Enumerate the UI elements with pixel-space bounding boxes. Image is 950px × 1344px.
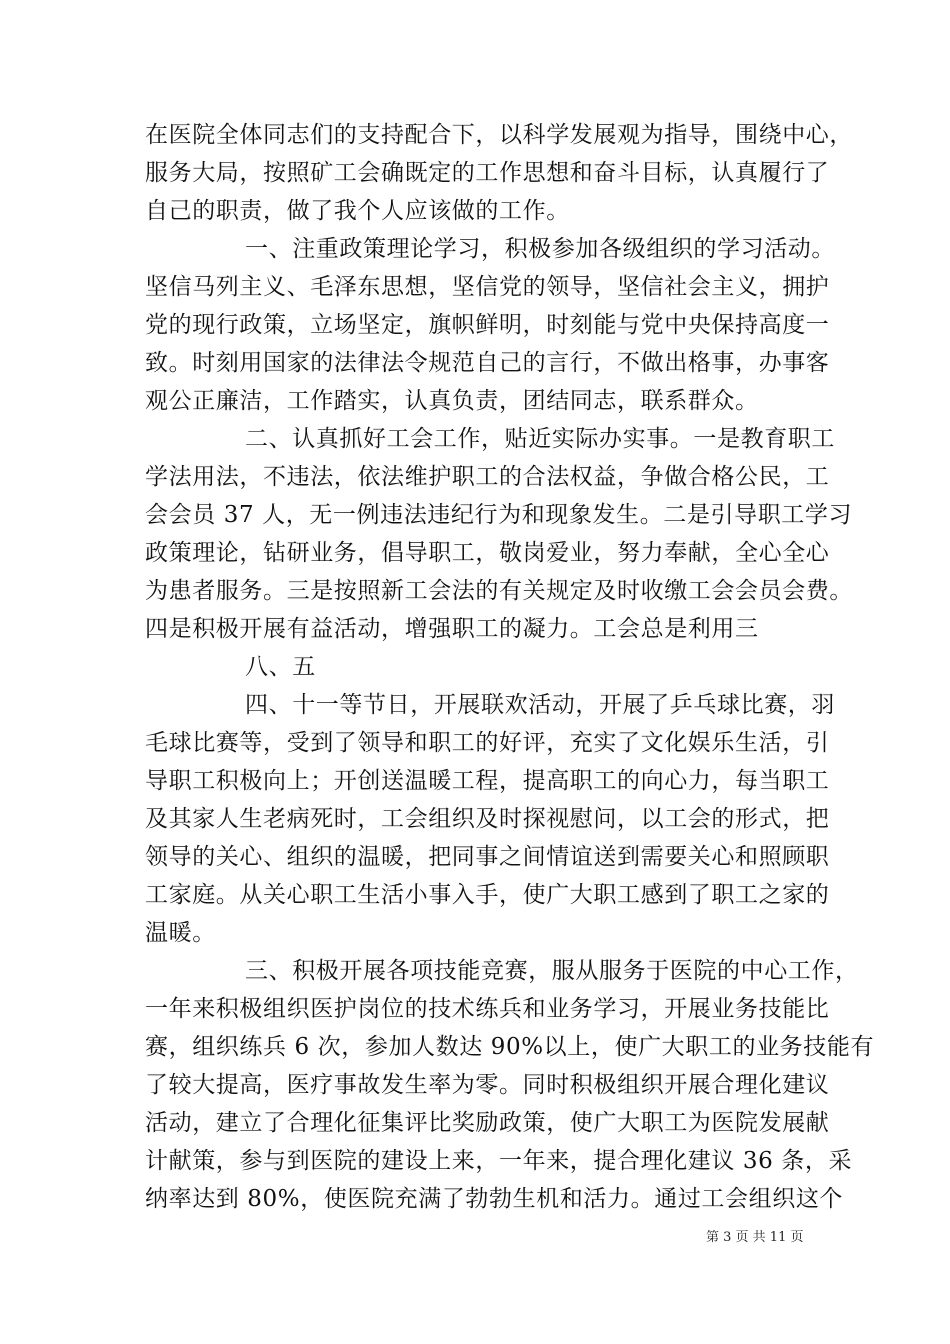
text-line: 了较大提高，医疗事故发生率为零。同时积极组织开展合理化建议 — [145, 1072, 830, 1098]
text-line: 赛，组织练兵 6 次，参加人数达 90%以上，使广大职工的业务技能有 — [145, 1034, 875, 1060]
text-line: 四、十一等节日，开展联欢活动，开展了乒乓球比赛，羽 — [245, 692, 835, 718]
text-line: 在医院全体同志们的支持配合下，以科学发展观为指导，围绕中心， — [145, 122, 853, 148]
text-line: 政策理论，钻研业务，倡导职工，敬岗爱业，努力奉献，全心全心 — [145, 540, 830, 566]
text-line: 四是积极开展有益活动，增强职工的凝力。工会总是利用三 — [145, 616, 759, 642]
text-line: 二、认真抓好工会工作，贴近实际办实事。一是教育职工 — [245, 426, 835, 452]
text-line: 观公正廉洁，工作踏实，认真负责，团结同志，联系群众。 — [145, 388, 759, 414]
text-line: 工家庭。从关心职工生活小事入手，使广大职工感到了职工之家的 — [145, 882, 830, 908]
text-line: 党的现行政策，立场坚定，旗帜鲜明，时刻能与党中央保持高度一 — [145, 312, 830, 338]
text-line: 领导的关心、组织的温暖，把同事之间情谊送到需要关心和照顾职 — [145, 844, 830, 870]
text-line: 计献策，参与到医院的建设上来，一年来，提合理化建议 36 条，采 — [145, 1148, 853, 1174]
text-line: 及其家人生老病死时，工会组织及时探视慰问，以工会的形式，把 — [145, 806, 830, 832]
text-line: 活动，建立了合理化征集评比奖励政策，使广大职工为医院发展献 — [145, 1110, 830, 1136]
text-line: 致。时刻用国家的法律法令规范自己的言行，不做出格事，办事客 — [145, 350, 830, 376]
text-line: 一年来积极组织医护岗位的技术练兵和业务学习，开展业务技能比 — [145, 996, 830, 1022]
text-line: 为患者服务。三是按照新工会法的有关规定及时收缴工会会员会费。 — [145, 578, 853, 604]
text-line: 自己的职责，做了我个人应该做的工作。 — [145, 198, 570, 224]
text-line: 八、五 — [245, 654, 316, 680]
text-line: 一、注重政策理论学习，积极参加各级组织的学习活动。 — [245, 236, 835, 262]
text-line: 毛球比赛等，受到了领导和职工的好评，充实了文化娱乐生活，引 — [145, 730, 830, 756]
text-line: 学法用法，不违法，依法维护职工的合法权益，争做合格公民，工 — [145, 464, 830, 490]
text-line: 纳率达到 80%，使医院充满了勃勃生机和活力。通过工会组织这个 — [145, 1186, 844, 1212]
text-line: 服务大局，按照矿工会确既定的工作思想和奋斗目标，认真履行了 — [145, 160, 830, 186]
page-number: 第 3 页 共 11 页 — [706, 1230, 804, 1245]
text-line: 会会员 37 人，无一例违法违纪行为和现象发生。二是引导职工学习 — [145, 502, 853, 528]
text-line: 导职工积极向上；开创送温暖工程，提高职工的向心力，每当职工 — [145, 768, 830, 794]
text-line: 温暖。 — [145, 920, 216, 946]
text-line: 坚信马列主义、毛泽东思想，坚信党的领导，坚信社会主义，拥护 — [145, 274, 830, 300]
text-line: 三、积极开展各项技能竞赛，服从服务于医院的中心工作， — [245, 958, 859, 984]
